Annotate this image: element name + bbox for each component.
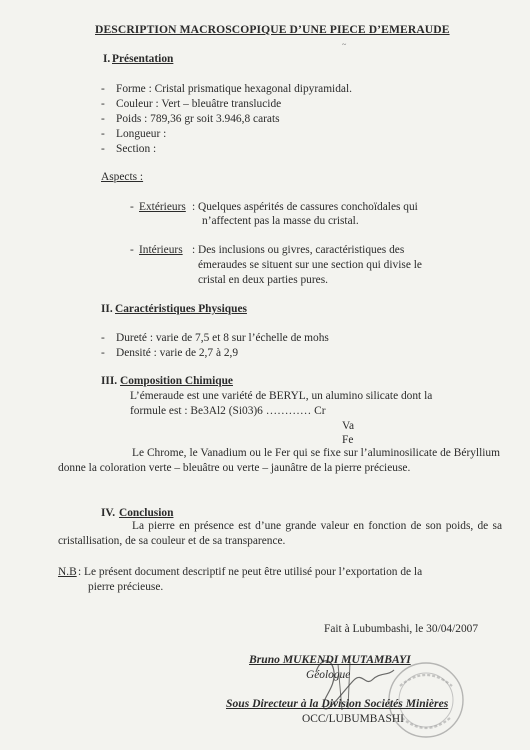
section-heading-conclusion: Conclusion — [119, 507, 174, 519]
chimique-text: L’émeraude est une variété de BERYL, un alumino silicate dont la — [130, 390, 433, 402]
list-bullet: - — [101, 113, 105, 125]
chemical-formula: formule est : Be3Al2 (Si03)6 ………… Cr — [130, 405, 326, 417]
list-bullet: - — [101, 143, 105, 155]
list-bullet: - — [130, 244, 134, 256]
nb-label: N.B — [58, 566, 77, 578]
section-heading-presentation: Présentation — [112, 53, 174, 65]
section-heading-chimique: Composition Chimique — [120, 375, 233, 387]
signatory-position: Sous Directeur à la Division Sociétés Minières — [226, 697, 449, 710]
signatory-role: Géologue — [306, 669, 351, 681]
interieurs-label: Intérieurs — [139, 244, 183, 256]
list-bullet: - — [130, 201, 134, 213]
section-number: III. — [101, 375, 118, 387]
section-heading-physiques: Caractéristiques Physiques — [115, 303, 247, 315]
exterieurs-text: n’affectent pas la masse du cristal. — [202, 215, 359, 227]
document-title: DESCRIPTION MACROSCOPIQUE D’UNE PIECE D’EMERAUDE — [95, 23, 450, 36]
exterieurs-label: Extérieurs — [139, 201, 186, 213]
signatory-office: OCC/LUBUMBASHI — [302, 713, 404, 725]
place-date: Fait à Lubumbashi, le 30/04/2007 — [324, 623, 479, 635]
list-item: Forme : Cristal prismatique hexagonal dipyramidal. — [116, 83, 352, 95]
element-va: Va — [342, 420, 355, 432]
list-item: Densité : varie de 2,7 à 2,9 — [116, 347, 239, 359]
section-number: II. — [101, 303, 113, 315]
interieurs-text: : Des inclusions ou givres, caractéristiques des — [192, 244, 405, 256]
nb-text: pierre précieuse. — [88, 581, 164, 593]
list-item: Couleur : Vert – bleuâtre translucide — [116, 98, 282, 110]
list-bullet: - — [101, 332, 105, 344]
scan-mark: ~ — [342, 40, 347, 49]
list-bullet: - — [101, 128, 105, 140]
conclusion-paragraph: La pierre en présence est d’une grande valeur en fonction de son poids, de sa cristallisation, de sa couleur et de sa transparence. — [58, 520, 502, 547]
interieurs-text: émeraudes se situent sur une section qui divise le — [198, 259, 422, 271]
aspects-heading: Aspects : — [101, 171, 144, 183]
element-fe: Fe — [342, 434, 354, 446]
exterieurs-text: : Quelques aspérités de cassures conchoïdales qui — [192, 201, 418, 213]
section-number: IV. — [101, 507, 116, 519]
list-bullet: - — [101, 98, 105, 110]
list-bullet: - — [101, 83, 105, 95]
section-number: I. — [103, 53, 111, 65]
signatory-name: Bruno MUKENDI MUTAMBAYI — [249, 653, 411, 666]
list-item: Dureté : varie de 7,5 et 8 sur l’échelle de mohs — [116, 332, 329, 344]
interieurs-text: cristal en deux parties pures. — [198, 274, 328, 286]
list-item: Section : — [116, 143, 157, 155]
chimique-paragraph: Le Chrome, le Vanadium ou le Fer qui se fixe sur l’aluminosilicate de Béryllium donne la coloration verte – bleuâtre ou verte – jaunâtre de la pierre précieuse. — [58, 447, 500, 474]
list-bullet: - — [101, 347, 105, 359]
nb-text: : Le présent document descriptif ne peut être utilisé pour l’exportation de la — [78, 566, 423, 578]
list-item: Longueur : — [116, 128, 167, 140]
list-item: Poids : 789,36 gr soit 3.946,8 carats — [116, 113, 280, 125]
